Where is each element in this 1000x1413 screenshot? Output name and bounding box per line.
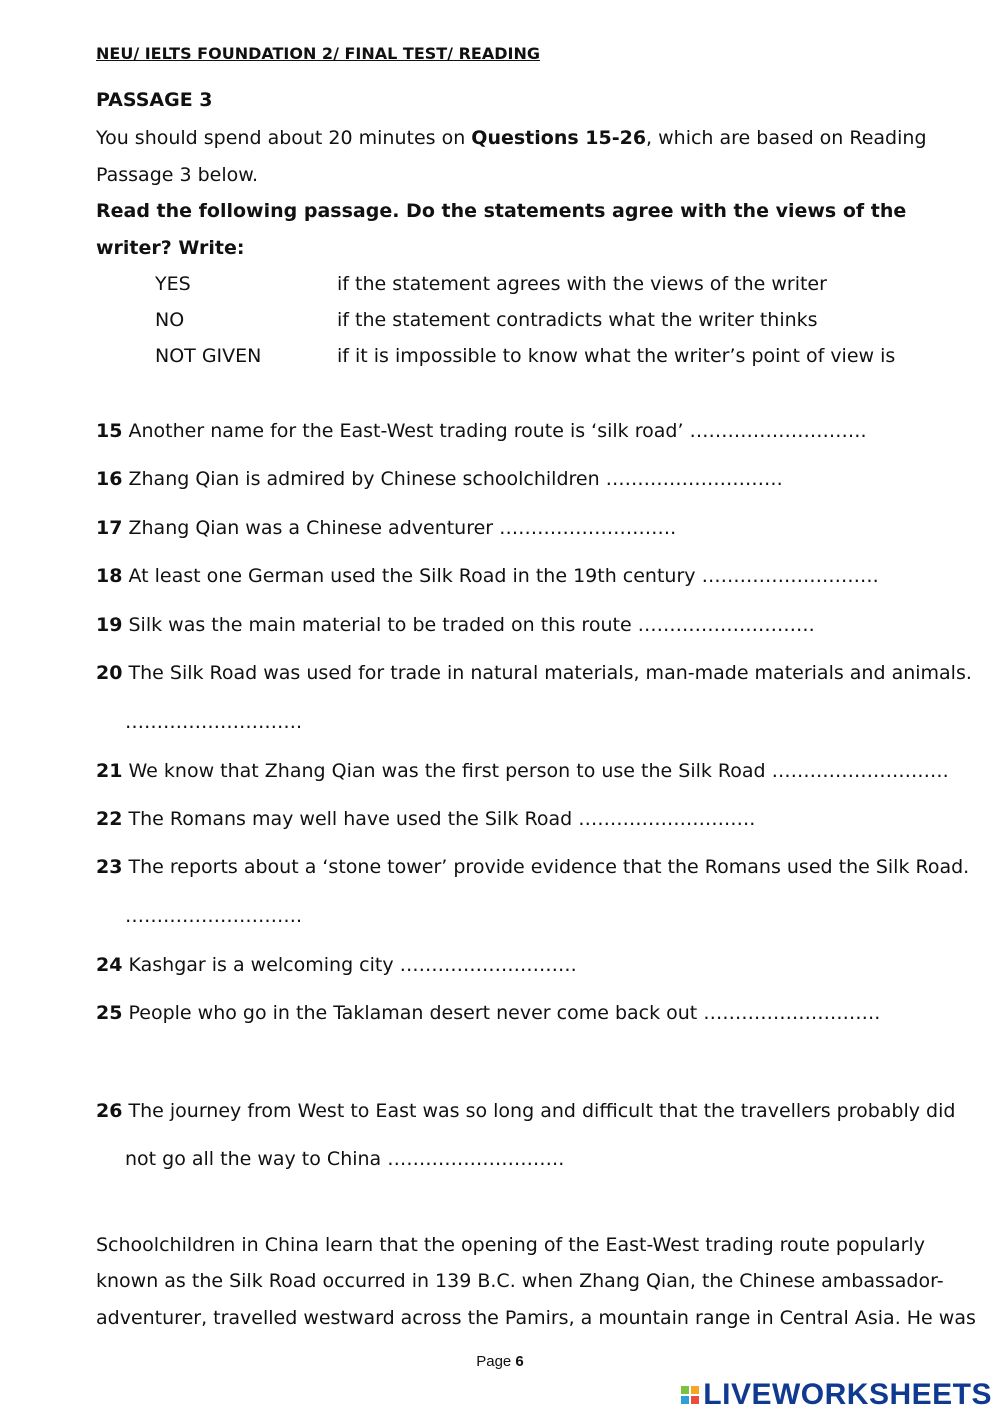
question-text: The journey from West to East was so long and difficult that the travellers probably did <box>128 1100 956 1122</box>
question-text-continued: not go all the way to China <box>125 1148 388 1170</box>
question-text: The Silk Road was used for trade in natural materials, man-made materials and animals. <box>128 662 972 684</box>
logo-square-icon <box>691 1386 699 1394</box>
page-number: 6 <box>515 1353 524 1370</box>
answer-blank-17[interactable]: ………………………. <box>499 517 677 539</box>
question-26-continued <box>125 1147 564 1171</box>
question-25 <box>96 1001 880 1025</box>
option-desc-no: if the statement contradicts what the writer thinks <box>337 309 818 331</box>
question-text: At least one German used the Silk Road in the 19th century <box>128 565 702 587</box>
question-text: Silk was the main material to be traded on this route <box>128 614 638 636</box>
answer-blank-26[interactable]: ………………………. <box>387 1148 565 1170</box>
question-23 <box>96 855 969 879</box>
logo-mark-icon <box>681 1386 699 1404</box>
question-text: The Romans may well have used the Silk Road <box>128 808 579 830</box>
answer-blank-18[interactable]: ………………………. <box>701 565 879 587</box>
question-18 <box>96 564 879 588</box>
question-number: 20 <box>96 662 123 684</box>
logo-square-icon <box>681 1386 689 1394</box>
intro-line-2: Passage 3 below. <box>96 164 259 186</box>
question-text: Zhang Qian is admired by Chinese schoolchildren <box>128 468 606 490</box>
answer-row-23 <box>125 904 302 928</box>
answer-row-20 <box>125 710 302 734</box>
answer-blank-22[interactable]: ………………………. <box>578 808 756 830</box>
intro-text-1: You should spend about 20 minutes on <box>96 127 472 149</box>
question-number: 15 <box>96 420 123 442</box>
question-19 <box>96 613 815 637</box>
question-number: 22 <box>96 808 123 830</box>
intro-bold: Questions 15-26 <box>471 127 647 149</box>
question-number: 18 <box>96 565 123 587</box>
question-text: Kashgar is a welcoming city <box>128 954 400 976</box>
logo-square-icon <box>691 1396 699 1404</box>
question-text: The reports about a ‘stone tower’ provide evidence that the Romans used the Silk Road. <box>128 856 970 878</box>
answer-blank-24[interactable]: ………………………. <box>399 954 577 976</box>
option-key-yes: YES <box>155 273 191 295</box>
question-number: 25 <box>96 1002 123 1024</box>
passage-line-1: Schoolchildren in China learn that the opening of the East-West trading route popularly <box>96 1234 925 1256</box>
intro-text-2: , which are based on Reading <box>646 127 927 149</box>
question-text: Another name for the East-West trading route is ‘silk road’ <box>128 420 690 442</box>
answer-blank-15[interactable]: ………………………. <box>689 420 867 442</box>
answer-blank-25[interactable]: ………………………. <box>703 1002 881 1024</box>
option-key-no: NO <box>155 309 185 331</box>
question-number: 24 <box>96 954 123 976</box>
instruction-line-1: Read the following passage. Do the statements agree with the views of the <box>96 200 907 222</box>
question-15 <box>96 419 867 443</box>
answer-blank-19[interactable]: ………………………. <box>637 614 815 636</box>
passage-line-3: adventurer, travelled westward across the Pamirs, a mountain range in Central Asia. He was <box>96 1307 976 1329</box>
question-22 <box>96 807 755 831</box>
answer-blank-16[interactable]: ………………………. <box>605 468 783 490</box>
question-number: 19 <box>96 614 123 636</box>
passage-line-2: known as the Silk Road occurred in 139 B.C. when Zhang Qian, the Chinese ambassador- <box>96 1270 944 1292</box>
question-16 <box>96 467 783 491</box>
question-text: Zhang Qian was a Chinese adventurer <box>128 517 500 539</box>
intro-line-1 <box>96 126 927 150</box>
option-desc-yes: if the statement agrees with the views of the writer <box>337 273 827 295</box>
passage-title: PASSAGE 3 <box>96 89 213 111</box>
question-24 <box>96 953 577 977</box>
document-header: NEU/ IELTS FOUNDATION 2/ FINAL TEST/ READING <box>96 44 540 63</box>
option-desc-not-given: if it is impossible to know what the writer’s point of view is <box>337 345 896 367</box>
logo-text: LIVEWORKSHEETS <box>703 1378 992 1411</box>
question-26 <box>96 1099 955 1123</box>
question-number: 16 <box>96 468 123 490</box>
question-text: People who go in the Taklaman desert never come back out <box>128 1002 704 1024</box>
logo-square-icon <box>681 1396 689 1404</box>
liveworksheets-logo <box>681 1378 992 1412</box>
question-number: 17 <box>96 517 123 539</box>
page-label: Page <box>476 1353 516 1370</box>
question-21 <box>96 759 949 783</box>
question-20 <box>96 661 972 685</box>
question-17 <box>96 516 676 540</box>
page-footer <box>0 1353 1000 1370</box>
answer-blank-23[interactable]: ………………………. <box>125 905 303 927</box>
answer-blank-20[interactable]: ………………………. <box>125 711 303 733</box>
question-text: We know that Zhang Qian was the first person to use the Silk Road <box>128 760 772 782</box>
answer-blank-21[interactable]: ………………………. <box>771 760 949 782</box>
instruction-line-2: writer? Write: <box>96 237 245 259</box>
question-number: 21 <box>96 760 123 782</box>
option-key-not-given: NOT GIVEN <box>155 345 262 367</box>
question-number: 26 <box>96 1100 123 1122</box>
question-number: 23 <box>96 856 123 878</box>
